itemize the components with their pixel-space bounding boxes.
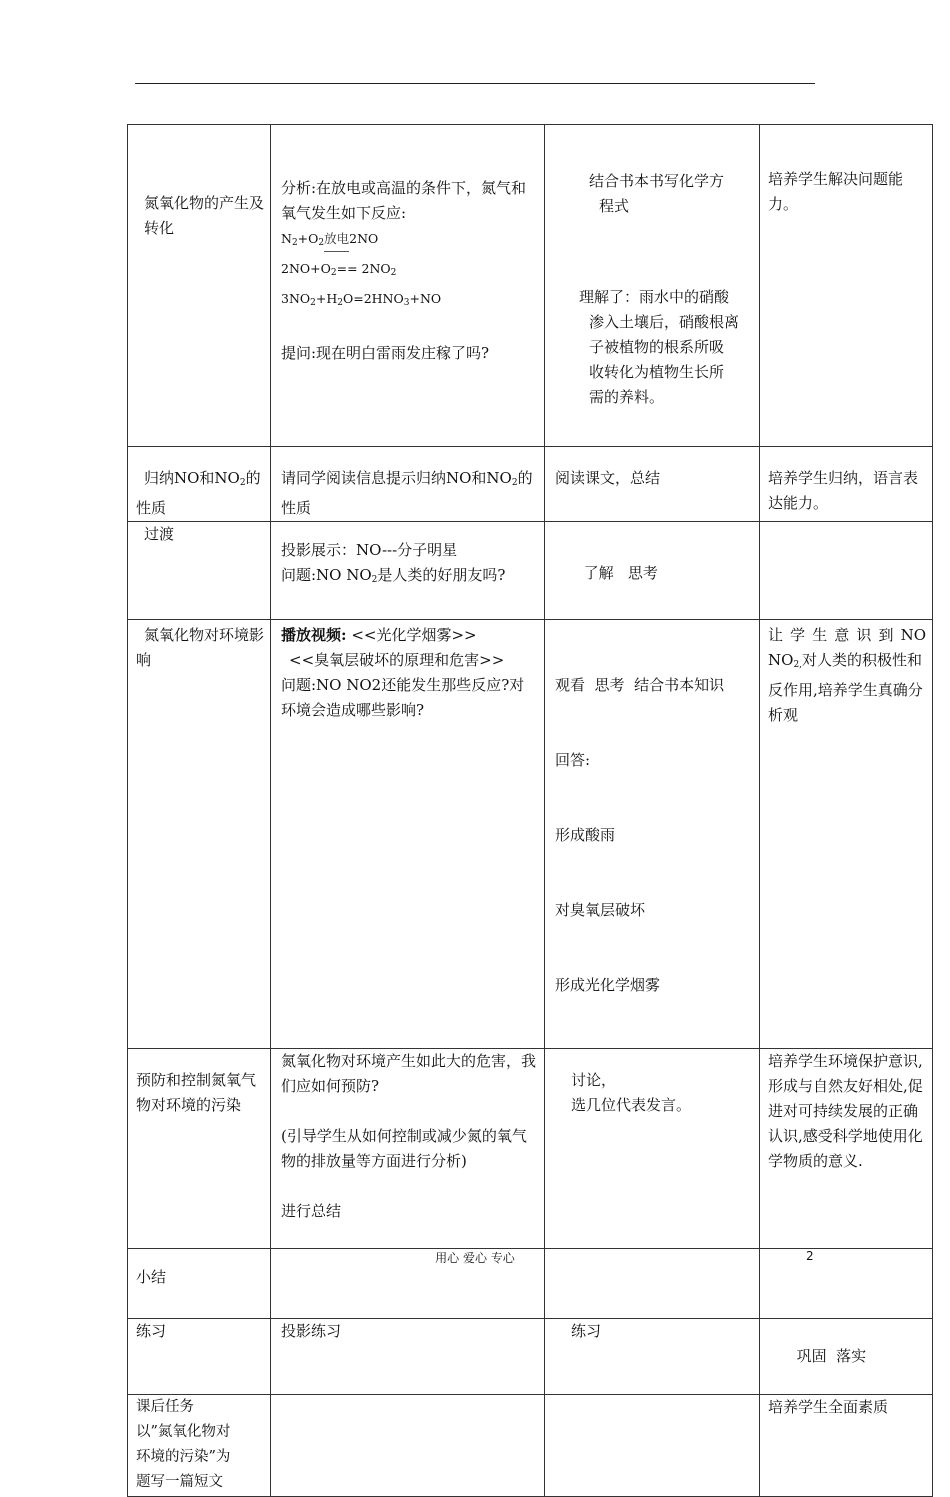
- stage-cell: [128, 1395, 271, 1497]
- intent-cell: [760, 1395, 933, 1497]
- question-text: 问题:NO NO2还能发生那些反应?对环境会造成哪些影响?: [281, 676, 525, 719]
- understand-line: 子被植物的根系所吸: [589, 338, 725, 356]
- student-line: 讨论，: [571, 1071, 617, 1089]
- table-row: [128, 447, 933, 522]
- intent-cell: [760, 447, 933, 522]
- teacher-text-1: 投影展示：NO---分子明星: [281, 541, 458, 559]
- question-text: 提问:现在明白雷雨发庄稼了吗?: [281, 344, 490, 362]
- student-text: 阅读课文，总结: [555, 469, 661, 487]
- student-line: 回答:: [555, 751, 591, 769]
- intent-line: $NO_{2,}$对人类的积极性和反作用,培养学生真确分析观: [768, 651, 923, 724]
- stage-line: 题写一篇短文: [136, 1474, 223, 1490]
- stage-cell: [128, 522, 271, 620]
- stage-cell: [128, 1319, 271, 1395]
- student-text: 了解 思考: [583, 564, 658, 582]
- teacher-cell: [271, 1049, 545, 1249]
- teacher-text: 投影练习: [281, 1322, 342, 1340]
- stage-text: 氮氧化物对环境影响: [136, 626, 265, 669]
- stage-cell: [128, 620, 271, 1049]
- teacher-text: 进行总结: [281, 1202, 342, 1220]
- intent-text: 培养学生归纳，语言表达能力。: [768, 469, 919, 512]
- lesson-plan-table: [127, 124, 933, 1497]
- student-cell: [545, 522, 760, 620]
- stage-text: 过渡: [144, 525, 175, 543]
- student-cell: [545, 447, 760, 522]
- video-line-2: <<臭氧层破坏的原理和危害>>: [289, 651, 505, 669]
- teacher-text: 氮氧化物对环境产生如此大的危害，我们应如何预防?: [281, 1052, 537, 1095]
- equation-1: $N_2+O_2$放电2NO: [281, 226, 538, 256]
- intent-cell: [760, 522, 933, 620]
- student-cell: [545, 1395, 760, 1497]
- intent-cell: [760, 620, 933, 1049]
- header-rule: [135, 83, 815, 84]
- teacher-cell: 请同学阅读信息提示归纳NO和$NO_2$的性质: [271, 447, 545, 522]
- student-cell: [545, 620, 760, 1049]
- table-row: [128, 1049, 933, 1249]
- student-text-1: 结合书本书写化学方: [589, 172, 725, 190]
- teacher-cell: [271, 1395, 545, 1497]
- student-cell: [545, 1049, 760, 1249]
- reaction-condition: 放电: [324, 226, 349, 252]
- table-row: [128, 522, 933, 620]
- video-line-1: 播放视频: <<光化学烟雾>>: [281, 626, 477, 644]
- intent-line: 让学生意识到NO: [768, 626, 926, 644]
- analysis-text: 分析:在放电或高温的条件下，氮气和氧气发生如下反应:: [281, 179, 527, 222]
- teacher-cell: [271, 620, 545, 1049]
- teacher-text: (引导学生从如何控制或减少氮的氧气物的排放量等方面进行分析): [281, 1127, 527, 1170]
- stage-text: 预防和控制氮氧气物对环境的污染: [136, 1071, 257, 1114]
- student-cell: [545, 125, 760, 447]
- stage-text: 小结: [136, 1268, 167, 1286]
- understand-line: 收转化为植物生长所: [589, 363, 725, 381]
- intent-cell: [760, 125, 933, 447]
- understand-line: 需的养料。: [589, 388, 665, 406]
- student-line: 形成酸雨: [555, 826, 616, 844]
- teacher-cell: [271, 1319, 545, 1395]
- stage-line: 课后任务: [136, 1399, 194, 1415]
- teacher-cell: [271, 522, 545, 620]
- table-row: [128, 1395, 933, 1497]
- stage-cell: [128, 1049, 271, 1249]
- stage-line: 环境的污染”为: [136, 1449, 231, 1465]
- footer-motto: 用心 爱心 专心: [435, 1251, 515, 1265]
- table-row: [128, 1319, 933, 1395]
- stage-text: 练习: [136, 1322, 167, 1340]
- student-line: 选几位代表发言。: [571, 1096, 692, 1114]
- stage-line: 以”氮氧化物对: [136, 1424, 231, 1440]
- student-cell: [545, 1319, 760, 1395]
- student-line: 对臭氧层破坏: [555, 901, 646, 919]
- teacher-cell: [271, 125, 545, 447]
- intent-text: 培养学生全面素质: [768, 1398, 889, 1416]
- page-number: 2: [806, 1249, 814, 1263]
- stage-cell: 归纳NO和$NO_2$的性质: [128, 447, 271, 522]
- student-line: 观看 思考 结合书本知识: [555, 676, 725, 694]
- understand-line: 渗入土壤后，硝酸根离: [589, 313, 740, 331]
- student-text-2: 程式: [599, 197, 630, 215]
- intent-text: 巩固 落实: [796, 1347, 867, 1365]
- student-text: 练习: [571, 1322, 602, 1340]
- understand-text: 理解了：雨水中的硝酸: [579, 288, 730, 306]
- student-line: 形成光化学烟雾: [555, 976, 661, 994]
- equation-2: $2NO+O_2== 2NO_2$: [281, 261, 397, 278]
- intent-text: 培养学生解决问题能力。: [768, 170, 904, 213]
- intent-cell: [760, 1319, 933, 1395]
- intent-cell: [760, 1049, 933, 1249]
- equation-3: $3NO_2+H_2O=2HNO_3+NO$: [281, 291, 442, 308]
- table-row: [128, 620, 933, 1049]
- intent-text: 培养学生环境保护意识,形成与自然友好相处,促进对可持续发展的正确认识,感受科学地使用化学物质的意义.: [768, 1052, 923, 1170]
- stage-cell: [128, 125, 271, 447]
- teacher-text-2: 问题:NO $NO_2$是人类的好朋友吗?: [281, 566, 506, 585]
- stage-text: 氮氧化物的产生及转化: [144, 194, 265, 237]
- table-row: [128, 125, 933, 447]
